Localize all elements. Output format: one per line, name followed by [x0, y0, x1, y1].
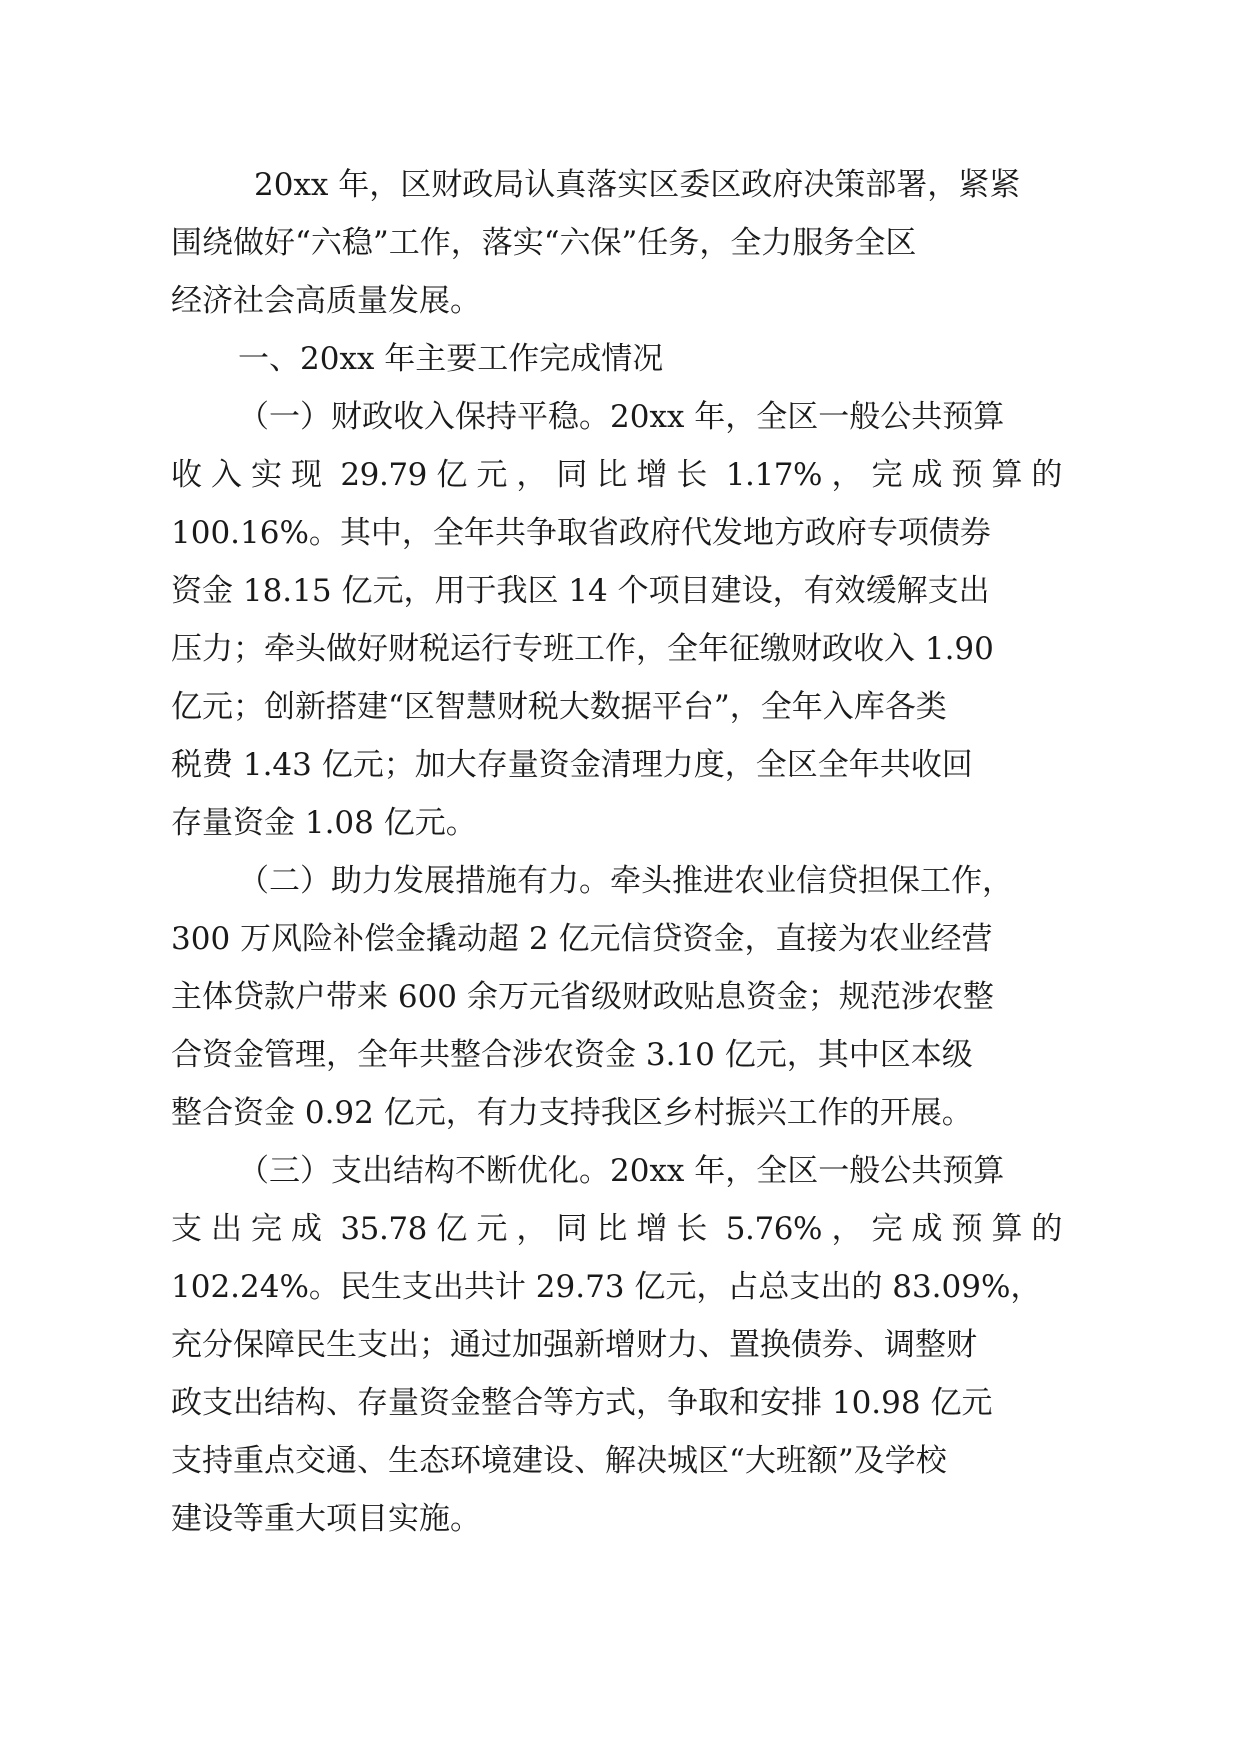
text-line: 税费 1.43 亿元；加大存量资金清理力度，全区全年共收回 [171, 747, 973, 783]
text-line: 100.16%。其中，全年共争取省政府代发地方政府专项债券 [171, 515, 991, 551]
text-line: 经济社会高质量发展。 [171, 283, 481, 319]
section-heading: 一、20xx 年主要工作完成情况 [238, 341, 664, 377]
text-line: 支 出 完 成 35.78 亿 元 ， 同 比 增 长 5.76% ， 完 成 预 算 的 [171, 1211, 1063, 1247]
text-line: （三）支出结构不断优化。20xx 年，全区一般公共预算 [238, 1153, 1005, 1189]
text-line: 主体贷款户带来 600 余万元省级财政贴息资金；规范涉农整 [171, 979, 994, 1015]
text-line: 资金 18.15 亿元，用于我区 14 个项目建设，有效缓解支出 [171, 573, 990, 609]
text-line: 合资金管理，全年共整合涉农资金 3.10 亿元，其中区本级 [171, 1037, 973, 1073]
text-line: 充分保障民生支出；通过加强新增财力、置换债券、调整财 [171, 1327, 977, 1363]
text-line: 收 入 实 现 29.79 亿 元 ， 同 比 增 长 1.17% ， 完 成 预 算 的 [171, 457, 1063, 493]
text-line: 亿元；创新搭建“区智慧财税大数据平台”，全年入库各类 [171, 689, 947, 725]
text-line: 支持重点交通、生态环境建设、解决城区“大班额”及学校 [171, 1443, 947, 1479]
text-line: 102.24%。民生支出共计 29.73 亿元，占总支出的 83.09%， [171, 1269, 1042, 1305]
text-line: 建设等重大项目实施。 [171, 1501, 481, 1537]
text-line: （二）助力发展措施有力。牵头推进农业信贷担保工作， [238, 863, 1013, 899]
text-line: 政支出结构、存量资金整合等方式，争取和安排 10.98 亿元 [171, 1385, 993, 1421]
text-line: （一）财政收入保持平稳。20xx 年，全区一般公共预算 [238, 399, 1005, 435]
text-line: 整合资金 0.92 亿元，有力支持我区乡村振兴工作的开展。 [171, 1095, 973, 1131]
text-line: 围绕做好“六稳”工作，落实“六保”任务，全力服务全区 [171, 225, 917, 261]
text-line: 存量资金 1.08 亿元。 [171, 805, 477, 841]
text-line: 300 万风险补偿金撬动超 2 亿元信贷资金，直接为农业经营 [171, 921, 993, 957]
text-line: 压力；牵头做好财税运行专班工作，全年征缴财政收入 1.90 [171, 631, 994, 667]
text-line: 20xx 年，区财政局认真落实区委区政府决策部署，紧紧 [254, 167, 1021, 203]
